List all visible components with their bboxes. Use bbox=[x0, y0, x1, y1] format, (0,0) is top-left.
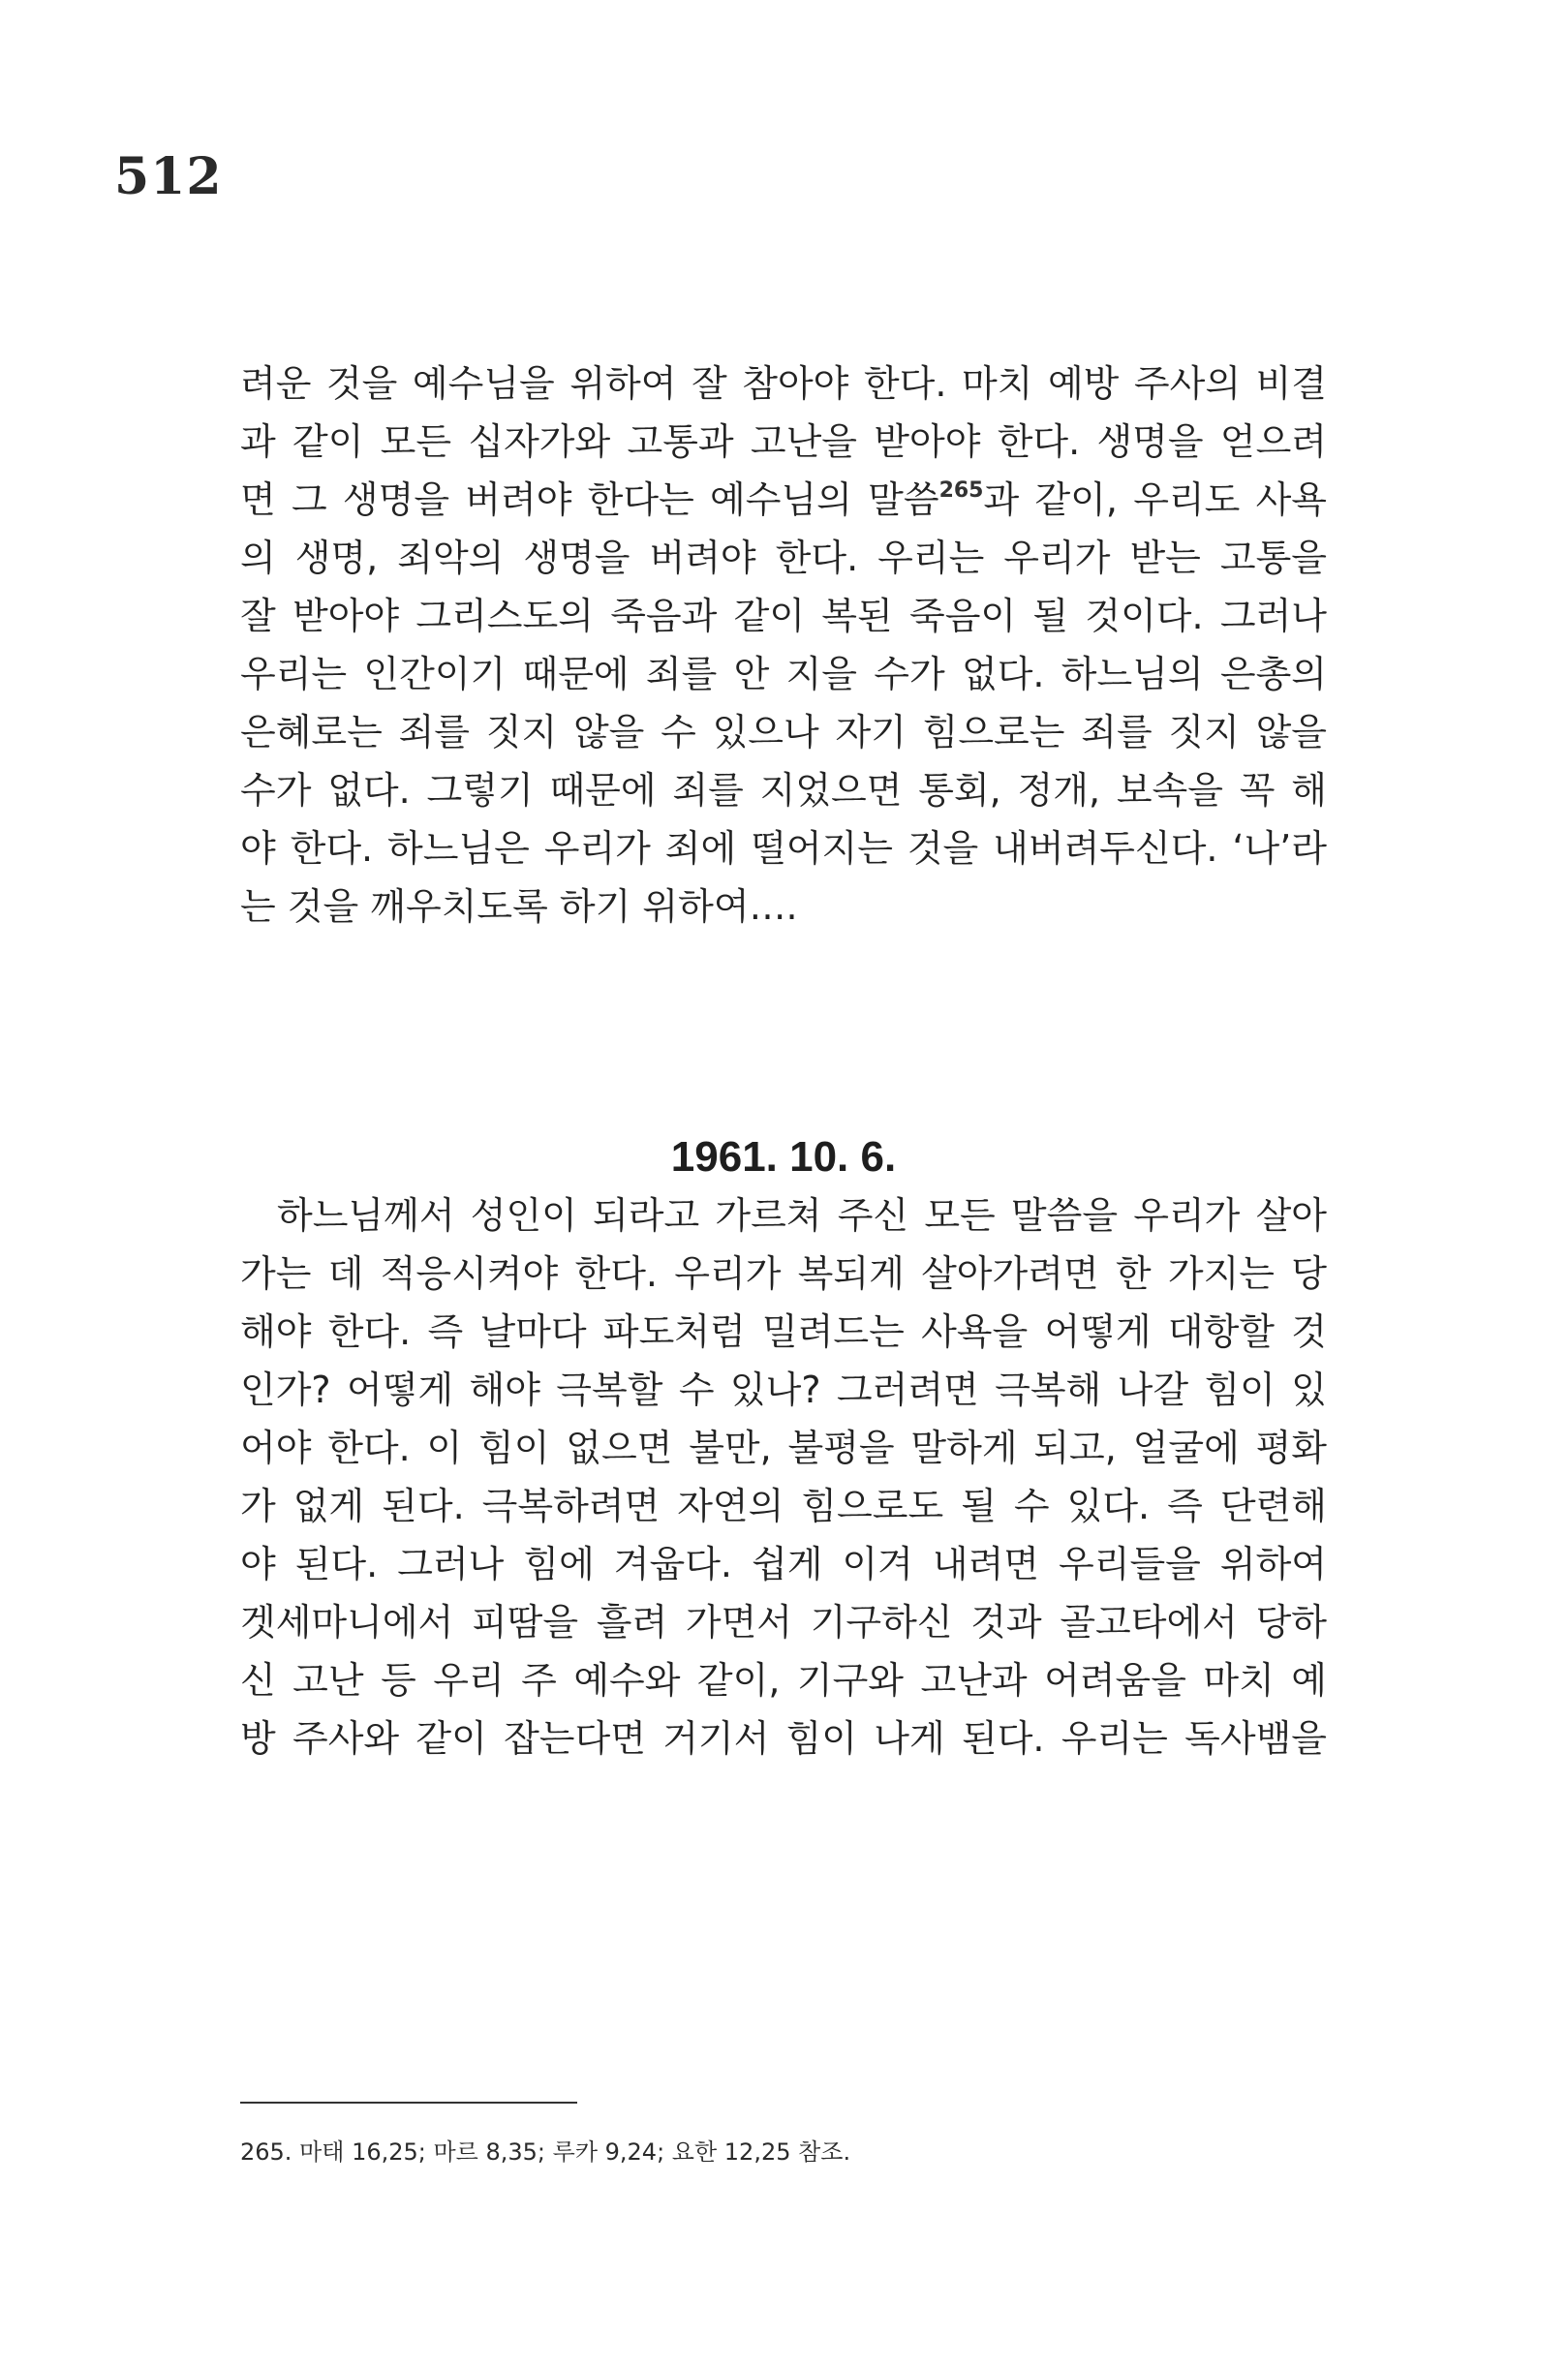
text-line: 은혜로는 죄를 짓지 않을 수 있으나 자기 힘으로는 죄를 짓지 않을 bbox=[240, 711, 1327, 753]
text-line-with-footnote bbox=[240, 471, 1327, 529]
text-line: 려운 것을 예수님을 위하여 잘 참아야 한다. 마치 예방 주사의 비결 bbox=[240, 362, 1327, 405]
footnote-divider bbox=[240, 2102, 577, 2104]
text-segment: 면 그 생명을 버려야 한다는 예수님의 말씀 bbox=[240, 478, 939, 521]
text-segment: 과 같이, 우리도 사욕 bbox=[983, 478, 1328, 521]
text-line: 수가 없다. 그렇기 때문에 죄를 지었으면 통회, 정개, 보속을 꼭 해 bbox=[240, 769, 1327, 812]
text-line: 잘 받아야 그리스도의 죽음과 같이 복된 죽음이 될 것이다. 그러나 bbox=[240, 595, 1327, 637]
body-text-continued bbox=[240, 354, 1327, 936]
text-line: 는 것을 깨우치도록 하기 위하여…. bbox=[240, 885, 798, 928]
footnote-reference[interactable]: 265 bbox=[938, 478, 984, 503]
text-line: 신 고난 등 우리 주 예수와 같이, 기구와 고난과 어려움을 마치 예 bbox=[240, 1659, 1327, 1702]
text-line: 의 생명, 죄악의 생명을 버려야 한다. 우리는 우리가 받는 고통을 bbox=[240, 537, 1327, 579]
text-line: 야 된다. 그러나 힘에 겨웁다. 쉽게 이겨 내려면 우리들을 위하여 bbox=[240, 1543, 1327, 1585]
text-line: 야 한다. 하느님은 우리가 죄에 떨어지는 것을 내버려두신다. ‘나’라 bbox=[240, 827, 1327, 870]
text-line: 인가? 어떻게 해야 극복할 수 있나? 그러려면 극복해 나갈 힘이 있 bbox=[240, 1369, 1327, 1411]
text-line: 우리는 인간이기 때문에 죄를 안 지을 수가 없다. 하느님의 은총의 bbox=[240, 653, 1327, 695]
text-line: 어야 한다. 이 힘이 없으면 불만, 불평을 말하게 되고, 얼굴에 평화 bbox=[240, 1427, 1327, 1469]
entry-date-heading: 1961. 10. 6. bbox=[670, 1133, 897, 1181]
entry-body-text bbox=[240, 1186, 1327, 1768]
text-line: 가 없게 된다. 극복하려면 자연의 힘으로도 될 수 있다. 즉 단련해 bbox=[240, 1485, 1327, 1527]
text-line: 겟세마니에서 피땀을 흘려 가면서 기구하신 것과 골고타에서 당하 bbox=[240, 1601, 1327, 1644]
text-line: 가는 데 적응시켜야 한다. 우리가 복되게 살아가려면 한 가지는 당 bbox=[240, 1252, 1327, 1295]
text-line: 과 같이 모든 십자가와 고통과 고난을 받아야 한다. 생명을 얻으려 bbox=[240, 420, 1327, 463]
text-line: 해야 한다. 즉 날마다 파도처럼 밀려드는 사욕을 어떻게 대항할 것 bbox=[240, 1310, 1327, 1353]
text-line: 하느님께서 성인이 되라고 가르쳐 주신 모든 말씀을 우리가 살아 bbox=[277, 1194, 1327, 1237]
page-number: 512 bbox=[114, 147, 223, 206]
text-line: 방 주사와 같이 잡는다면 거기서 힘이 나게 된다. 우리는 독사뱀을 bbox=[240, 1717, 1327, 1760]
footnote-text: 265. 마태 16,25; 마르 8,35; 루카 9,24; 요한 12,25 참조. bbox=[240, 2138, 851, 2166]
